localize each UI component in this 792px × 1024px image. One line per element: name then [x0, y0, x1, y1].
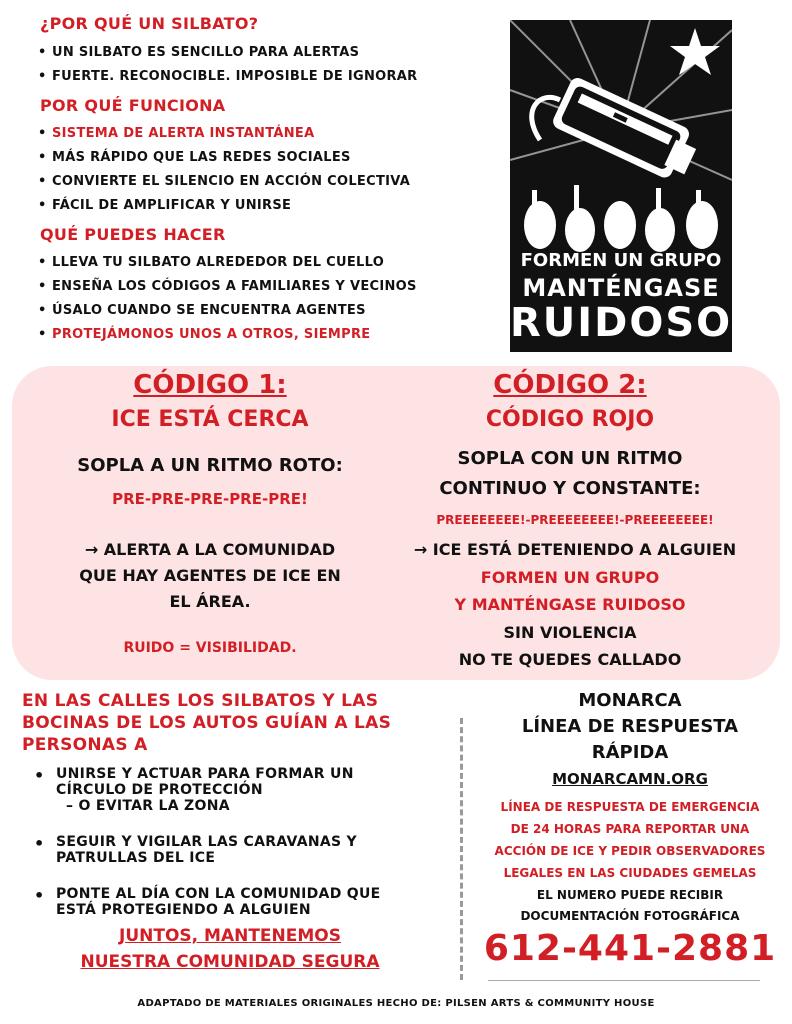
streets-item: PONTE AL DÍA CON LA COMUNIDAD QUE: [56, 886, 381, 902]
bullet-icon: •: [34, 766, 45, 785]
streets-item: SEGUIR Y VIGILAR LAS CARAVANAS Y: [56, 834, 357, 850]
streets-item: ESTÁ PROTEGIENDO A ALGUIEN: [56, 902, 311, 918]
todo-item: • ÚSALO CUANDO SE ENCUENTRA AGENTES: [52, 303, 366, 318]
monarca-photo: DOCUMENTACIÓN FOTOGRÁFICA: [520, 909, 740, 923]
why-item: • FUERTE. RECONOCIBLE. IMPOSIBLE DE IGNORAR: [52, 69, 417, 84]
code2-speak: NO TE QUEDES CALLADO: [458, 650, 682, 669]
monarca-title: RÁPIDA: [591, 742, 669, 763]
streets-item: CÍRCULO DE PROTECCIÓN: [56, 782, 263, 798]
todo-item: • ENSEÑA LOS CÓDIGOS A FAMILIARES Y VECINOS: [52, 279, 417, 294]
code2-group: Y MANTÉNGASE RUIDOSO: [454, 595, 686, 614]
streets-heading: PERSONAS A: [22, 735, 148, 755]
todo-item: • LLEVA TU SILBATO ALREDEDOR DEL CUELLO: [52, 255, 384, 270]
code2-instruction: SOPLA CON UN RITMO: [457, 448, 683, 469]
monarca-desc: ACCIÓN DE ICE Y PEDIR OBSERVADORES: [494, 844, 766, 858]
monarca-title: LÍNEA DE RESPUESTA: [521, 716, 739, 737]
closing-line: NUESTRA COMUNIDAD SEGURA: [80, 952, 380, 972]
monarca-desc: LEGALES EN LAS CIUDADES GEMELAS: [503, 866, 757, 880]
code2-pattern: PREEEEEEEE!-PREEEEEEEE!-PREEEEEEEE!: [436, 513, 714, 527]
todo-item: • PROTEJÁMONOS UNOS A OTROS, SIEMPRE: [52, 327, 370, 342]
monarca-website-link[interactable]: MONARCAMN.ORG: [552, 770, 708, 788]
divider: [460, 718, 463, 980]
code1-alert: → ALERTA A LA COMUNIDAD: [84, 540, 336, 559]
whistle-illustration-icon: [510, 20, 732, 252]
bullet-icon: •: [34, 834, 45, 853]
poster-line3: RUIDOSO: [510, 300, 733, 346]
code1-alert: EL ÁREA.: [169, 592, 251, 611]
poster-line2: MANTÉNGASE: [522, 274, 720, 302]
works-item: • MÁS RÁPIDO QUE LAS REDES SOCIALES: [52, 150, 351, 165]
why-heading: ¿POR QUÉ UN SILBATO?: [40, 14, 259, 33]
monarca-title: MONARCA: [578, 690, 682, 711]
bullet-icon: •: [34, 886, 45, 905]
works-heading: POR QUÉ FUNCIONA: [40, 96, 226, 115]
code1-alert: QUE HAY AGENTES DE ICE EN: [79, 566, 341, 585]
code2-title: CÓDIGO 2:: [493, 370, 647, 400]
code2-subtitle: CÓDIGO ROJO: [485, 407, 655, 432]
streets-item: PATRULLAS DEL ICE: [56, 850, 216, 866]
streets-item: UNIRSE Y ACTUAR PARA FORMAR UN: [56, 766, 354, 782]
code2-group: FORMEN UN GRUPO: [480, 568, 660, 587]
whistle-poster: [510, 20, 732, 352]
streets-heading: BOCINAS DE LOS AUTOS GUÍAN A LAS: [22, 713, 392, 733]
code1-pattern: PRE-PRE-PRE-PRE-PRE!: [112, 490, 308, 508]
code2-alert: → ICE ESTÁ DETENIENDO A ALGUIEN: [413, 540, 737, 559]
monarca-phone[interactable]: 612-441-2881: [483, 928, 777, 969]
works-item: • CONVIERTE EL SILENCIO EN ACCIÓN COLECTIVA: [52, 174, 410, 189]
why-item: • UN SILBATO ES SENCILLO PARA ALERTAS: [52, 45, 359, 60]
phone-underline: [488, 980, 760, 981]
closing-line: JUNTOS, MANTENEMOS: [119, 926, 341, 946]
code2-instruction: CONTINUO Y CONSTANTE:: [439, 478, 701, 499]
monarca-desc: LÍNEA DE RESPUESTA DE EMERGENCIA: [500, 800, 760, 814]
streets-item: – O EVITAR LA ZONA: [66, 798, 230, 814]
code1-title: CÓDIGO 1:: [133, 370, 287, 400]
streets-heading: EN LAS CALLES LOS SILBATOS Y LAS: [22, 691, 379, 711]
poster-line1: FORMEN UN GRUPO: [520, 250, 722, 271]
monarca-desc: DE 24 HORAS PARA REPORTAR UNA: [510, 822, 750, 836]
code1-instruction: SOPLA A UN RITMO ROTO:: [77, 455, 343, 476]
code1-subtitle: ICE ESTÁ CERCA: [111, 407, 309, 432]
code2-nonviolent: SIN VIOLENCIA: [503, 623, 637, 642]
footer-credit: ADAPTADO DE MATERIALES ORIGINALES HECHO DE: PILSEN ARTS & COMMUNITY HOUSE: [137, 998, 655, 1009]
star-icon: [670, 28, 720, 75]
monarca-photo: EL NUMERO PUEDE RECIBIR: [536, 888, 724, 902]
code1-tagline: RUIDO = VISIBILIDAD.: [123, 640, 297, 656]
works-item: • SISTEMA DE ALERTA INSTANTÁNEA: [52, 126, 314, 141]
todo-heading: QUÉ PUEDES HACER: [40, 225, 226, 244]
works-item: • FÁCIL DE AMPLIFICAR Y UNIRSE: [52, 198, 291, 213]
